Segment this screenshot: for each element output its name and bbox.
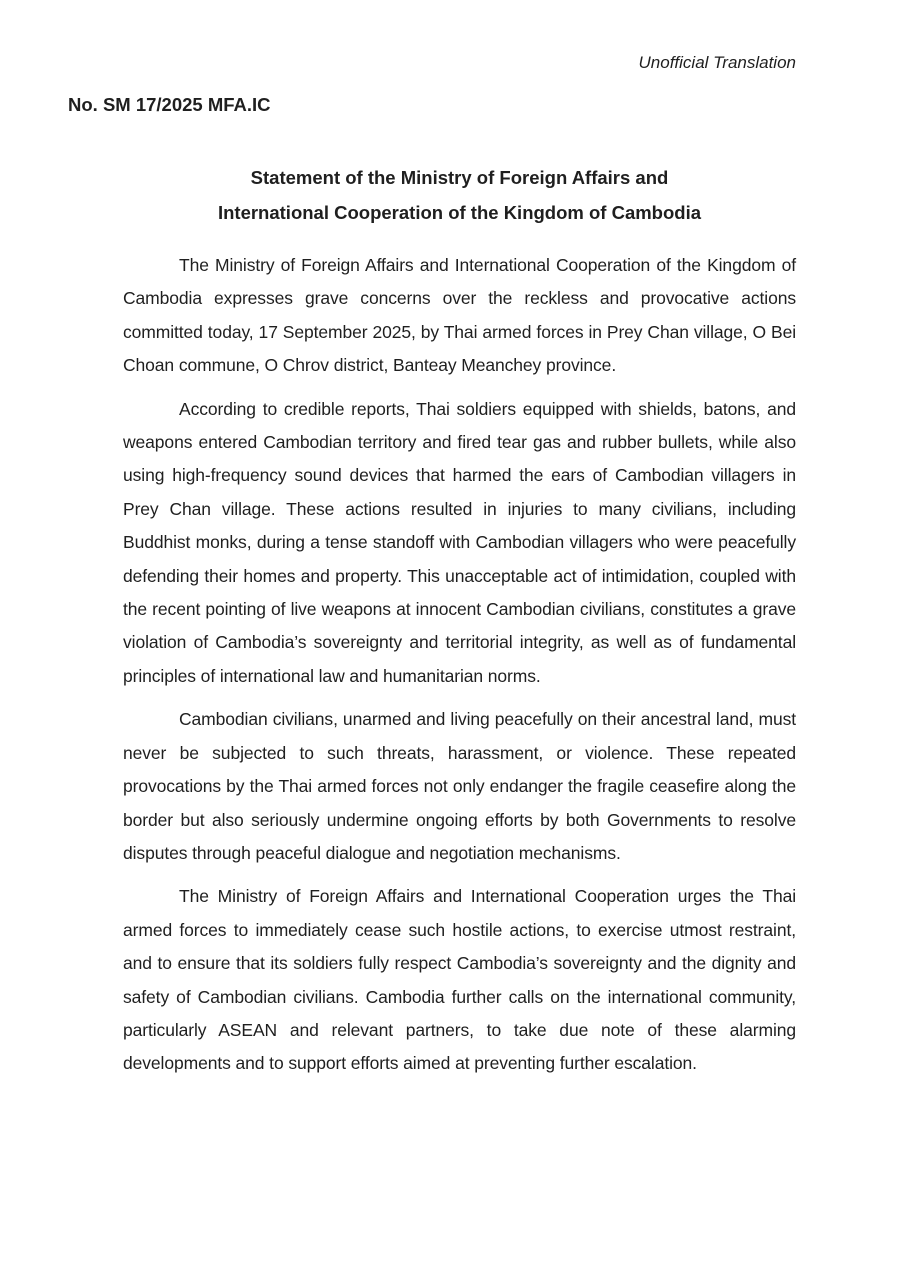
document-title-line-2: International Cooperation of the Kingdom of Cambodia: [217, 202, 702, 223]
paragraph-4: The Ministry of Foreign Affairs and International Cooperation urges the Thai armed forces to immediately cease such hostile actions, to exercise utmost restraint, and to ensure that its soldiers fully respect Cambodia’s sovereignty and the dignity and safety of Cambodian civilians. Cambodia further calls on the international community, particularly ASEAN and relevant partners, to take due note of these alarming developments and to support efforts aimed at preventing further escalation.: [123, 886, 796, 1074]
document-title-line-1: Statement of the Ministry of Foreign Affairs and: [250, 167, 669, 188]
paragraph-3: Cambodian civilians, unarmed and living peacefully on their ancestral land, must never be subjected to such threats, harassment, or violence. These repeated provocations by the Thai armed forces not only endanger the fragile ceasefire along the border but also seriously undermine ongoing efforts by both Governments to resolve disputes through peaceful dialogue and negotiation mechanisms.: [123, 709, 796, 863]
document-body: [123, 249, 796, 1091]
paragraph-1: The Ministry of Foreign Affairs and International Cooperation of the Kingdom of Cambodia expresses grave concerns over the reckless and provocative actions committed today, 17 September 2025, by Thai armed forces in Prey Chan village, O Bei Choan commune, O Chrov district, Banteay Meanchey province.: [123, 255, 796, 376]
translation-note: Unofficial Translation: [638, 53, 796, 72]
paragraph-2: According to credible reports, Thai soldiers equipped with shields, batons, and weapons entered Cambodian territory and fired tear gas and rubber bullets, while also using high-frequency sound devices that harmed the ears of Cambodian villagers in Prey Chan village. These actions resulted in injuries to many civilians, including Buddhist monks, during a tense standoff with Cambodian villagers who were peacefully defending their homes and property. This unacceptable act of intimidation, coupled with the recent pointing of live weapons at innocent Cambodian civilians, constitutes a grave violation of Cambodia’s sovereignty and territorial integrity, as well as of fundamental principles of international law and humanitarian norms.: [123, 398, 796, 686]
reference-number: No. SM 17/2025 MFA.IC: [68, 94, 271, 115]
document-title: [123, 160, 796, 230]
